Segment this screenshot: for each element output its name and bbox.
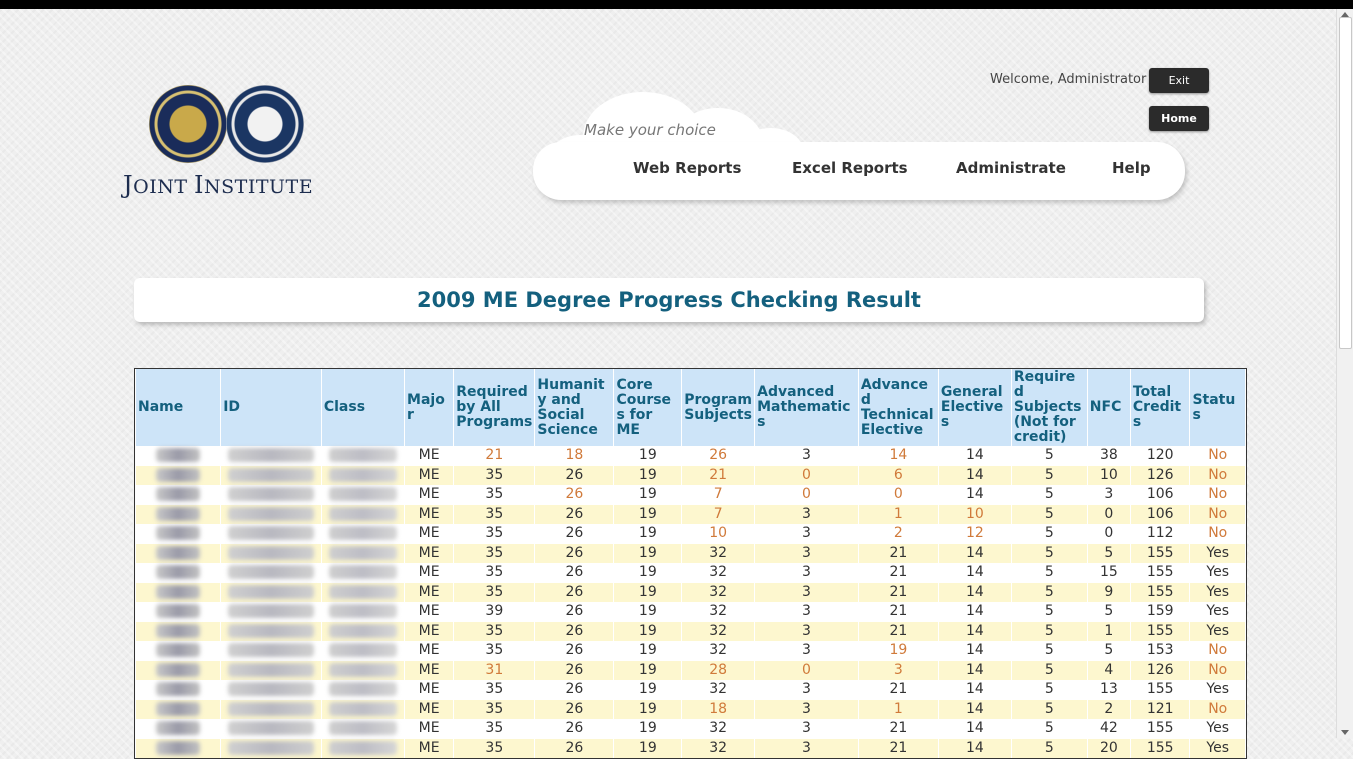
cell-total: 155 bbox=[1131, 739, 1190, 759]
cell-req: 35 bbox=[454, 583, 534, 603]
cell-major: ME bbox=[405, 466, 453, 486]
cell-name-redacted bbox=[136, 602, 220, 622]
cell-major: ME bbox=[405, 622, 453, 642]
cell-tech: 14 bbox=[859, 446, 938, 466]
cell-major: ME bbox=[405, 583, 453, 603]
table-row bbox=[136, 622, 1245, 642]
joint-institute-logo[interactable] bbox=[120, 85, 340, 205]
cell-req: 21 bbox=[454, 446, 534, 466]
cell-total: 155 bbox=[1131, 719, 1190, 739]
cell-core: 19 bbox=[614, 485, 681, 505]
cell-status: No bbox=[1190, 505, 1245, 525]
cell-prog: 32 bbox=[682, 583, 754, 603]
progress-table bbox=[134, 368, 1247, 759]
cell-reqnc: 5 bbox=[1012, 641, 1087, 661]
cell-id-redacted bbox=[221, 485, 321, 505]
cell-prog: 21 bbox=[682, 466, 754, 486]
cell-status: Yes bbox=[1190, 563, 1245, 583]
cell-total: 112 bbox=[1131, 524, 1190, 544]
cell-reqnc: 5 bbox=[1012, 505, 1087, 525]
cell-core: 19 bbox=[614, 524, 681, 544]
cell-status: Yes bbox=[1190, 583, 1245, 603]
cell-status: No bbox=[1190, 524, 1245, 544]
cell-gen: 10 bbox=[939, 505, 1011, 525]
cell-nfc: 5 bbox=[1088, 641, 1130, 661]
table-row bbox=[136, 641, 1245, 661]
cell-name-redacted bbox=[136, 739, 220, 759]
cell-nfc: 3 bbox=[1088, 485, 1130, 505]
welcome-text: Welcome, Administrator bbox=[990, 72, 1147, 87]
cell-class-redacted bbox=[322, 739, 404, 759]
cell-id-redacted bbox=[221, 602, 321, 622]
cell-name-redacted bbox=[136, 641, 220, 661]
cell-id-redacted bbox=[221, 505, 321, 525]
cell-tech: 21 bbox=[859, 544, 938, 564]
cell-req: 39 bbox=[454, 602, 534, 622]
cell-hum: 26 bbox=[535, 700, 613, 720]
university-of-michigan-seal bbox=[149, 85, 227, 163]
cell-reqnc: 5 bbox=[1012, 680, 1087, 700]
cell-hum: 26 bbox=[535, 505, 613, 525]
table-row bbox=[136, 602, 1245, 622]
cell-status: Yes bbox=[1190, 739, 1245, 759]
cell-name-redacted bbox=[136, 661, 220, 681]
cell-core: 19 bbox=[614, 680, 681, 700]
nav-excel-reports[interactable]: Excel Reports bbox=[792, 159, 908, 177]
table-row bbox=[136, 485, 1245, 505]
cell-class-redacted bbox=[322, 583, 404, 603]
cell-reqnc: 5 bbox=[1012, 700, 1087, 720]
cell-req: 35 bbox=[454, 505, 534, 525]
cell-status: No bbox=[1190, 466, 1245, 486]
table-row bbox=[136, 505, 1245, 525]
cell-math: 3 bbox=[755, 583, 858, 603]
cell-nfc: 38 bbox=[1088, 446, 1130, 466]
cell-nfc: 5 bbox=[1088, 544, 1130, 564]
cell-core: 19 bbox=[614, 446, 681, 466]
cell-prog: 32 bbox=[682, 563, 754, 583]
cell-math: 3 bbox=[755, 700, 858, 720]
cell-status: Yes bbox=[1190, 544, 1245, 564]
cell-class-redacted bbox=[322, 563, 404, 583]
cell-hum: 26 bbox=[535, 485, 613, 505]
cell-math: 3 bbox=[755, 524, 858, 544]
cell-major: ME bbox=[405, 544, 453, 564]
cell-status: No bbox=[1190, 485, 1245, 505]
cell-status: No bbox=[1190, 661, 1245, 681]
cell-id-redacted bbox=[221, 661, 321, 681]
cell-tech: 21 bbox=[859, 622, 938, 642]
col-header-id[interactable]: ID bbox=[221, 369, 321, 446]
cell-core: 19 bbox=[614, 739, 681, 759]
cell-hum: 26 bbox=[535, 563, 613, 583]
cell-hum: 26 bbox=[535, 641, 613, 661]
cell-id-redacted bbox=[221, 680, 321, 700]
col-header-status[interactable]: Status bbox=[1190, 369, 1245, 446]
col-header-major[interactable]: Major bbox=[405, 369, 453, 446]
cell-nfc: 20 bbox=[1088, 739, 1130, 759]
cell-math: 3 bbox=[755, 446, 858, 466]
cell-req: 35 bbox=[454, 641, 534, 661]
cell-gen: 14 bbox=[939, 602, 1011, 622]
table-row bbox=[136, 544, 1245, 564]
cell-status: No bbox=[1190, 446, 1245, 466]
cell-total: 126 bbox=[1131, 466, 1190, 486]
cell-core: 19 bbox=[614, 641, 681, 661]
cell-hum: 26 bbox=[535, 583, 613, 603]
scroll-down-icon[interactable] bbox=[1341, 730, 1349, 735]
cell-major: ME bbox=[405, 563, 453, 583]
table-row bbox=[136, 700, 1245, 720]
cell-reqnc: 5 bbox=[1012, 622, 1087, 642]
table-row bbox=[136, 583, 1245, 603]
cell-gen: 12 bbox=[939, 524, 1011, 544]
cell-prog: 32 bbox=[682, 641, 754, 661]
cell-hum: 26 bbox=[535, 661, 613, 681]
cell-tech: 21 bbox=[859, 602, 938, 622]
cell-total: 155 bbox=[1131, 680, 1190, 700]
col-header-humanity[interactable]: Humanity and Social Science bbox=[535, 369, 613, 446]
cell-major: ME bbox=[405, 485, 453, 505]
cell-math: 0 bbox=[755, 466, 858, 486]
cell-gen: 14 bbox=[939, 661, 1011, 681]
cell-gen: 14 bbox=[939, 466, 1011, 486]
cell-nfc: 1 bbox=[1088, 622, 1130, 642]
col-header-class[interactable]: Class bbox=[322, 369, 404, 446]
cell-gen: 14 bbox=[939, 719, 1011, 739]
nav-web-reports[interactable]: Web Reports bbox=[633, 159, 742, 177]
cell-nfc: 4 bbox=[1088, 661, 1130, 681]
cell-req: 35 bbox=[454, 700, 534, 720]
cell-id-redacted bbox=[221, 641, 321, 661]
cell-prog: 32 bbox=[682, 719, 754, 739]
cell-reqnc: 5 bbox=[1012, 583, 1087, 603]
col-header-tech-elective[interactable]: Advanced Technical Elective bbox=[859, 369, 938, 446]
cell-class-redacted bbox=[322, 641, 404, 661]
cell-nfc: 10 bbox=[1088, 466, 1130, 486]
col-header-core[interactable]: Core Courses for ME bbox=[614, 369, 681, 446]
cell-gen: 14 bbox=[939, 641, 1011, 661]
cell-nfc: 0 bbox=[1088, 505, 1130, 525]
cell-total: 155 bbox=[1131, 544, 1190, 564]
cell-total: 153 bbox=[1131, 641, 1190, 661]
cell-hum: 26 bbox=[535, 622, 613, 642]
cell-major: ME bbox=[405, 505, 453, 525]
cell-name-redacted bbox=[136, 583, 220, 603]
cell-major: ME bbox=[405, 680, 453, 700]
cell-prog: 10 bbox=[682, 524, 754, 544]
cell-id-redacted bbox=[221, 544, 321, 564]
vertical-scrollbar[interactable] bbox=[1336, 9, 1353, 738]
cell-tech: 21 bbox=[859, 739, 938, 759]
cell-reqnc: 5 bbox=[1012, 466, 1087, 486]
cell-id-redacted bbox=[221, 739, 321, 759]
cell-reqnc: 5 bbox=[1012, 485, 1087, 505]
cell-major: ME bbox=[405, 661, 453, 681]
cell-req: 35 bbox=[454, 680, 534, 700]
cell-reqnc: 5 bbox=[1012, 602, 1087, 622]
cell-status: Yes bbox=[1190, 719, 1245, 739]
cell-id-redacted bbox=[221, 719, 321, 739]
cell-tech: 6 bbox=[859, 466, 938, 486]
cell-prog: 26 bbox=[682, 446, 754, 466]
col-header-required-all[interactable]: Required by All Programs bbox=[454, 369, 534, 446]
cell-tech: 3 bbox=[859, 661, 938, 681]
cell-name-redacted bbox=[136, 700, 220, 720]
cell-nfc: 2 bbox=[1088, 700, 1130, 720]
table-header-row bbox=[136, 369, 1245, 446]
col-header-program[interactable]: Program Subjects bbox=[682, 369, 754, 446]
cell-nfc: 13 bbox=[1088, 680, 1130, 700]
cell-req: 35 bbox=[454, 524, 534, 544]
shanghai-jiao-tong-seal bbox=[226, 85, 304, 163]
cell-math: 3 bbox=[755, 602, 858, 622]
tagline: Make your choice bbox=[584, 121, 716, 139]
scroll-thumb[interactable] bbox=[1339, 17, 1352, 349]
cell-gen: 14 bbox=[939, 700, 1011, 720]
cell-major: ME bbox=[405, 641, 453, 661]
cell-core: 19 bbox=[614, 700, 681, 720]
cell-reqnc: 5 bbox=[1012, 524, 1087, 544]
cell-major: ME bbox=[405, 739, 453, 759]
col-header-math[interactable]: Advanced Mathematics bbox=[755, 369, 858, 446]
cell-core: 19 bbox=[614, 583, 681, 603]
cell-class-redacted bbox=[322, 446, 404, 466]
cell-reqnc: 5 bbox=[1012, 563, 1087, 583]
cell-reqnc: 5 bbox=[1012, 544, 1087, 564]
nav-administrate[interactable]: Administrate bbox=[956, 159, 1066, 177]
cell-total: 106 bbox=[1131, 485, 1190, 505]
cell-name-redacted bbox=[136, 524, 220, 544]
cell-prog: 18 bbox=[682, 700, 754, 720]
cell-tech: 21 bbox=[859, 680, 938, 700]
cell-name-redacted bbox=[136, 446, 220, 466]
cell-hum: 26 bbox=[535, 544, 613, 564]
col-header-name[interactable]: Name bbox=[136, 369, 220, 446]
cell-hum: 26 bbox=[535, 719, 613, 739]
cell-core: 19 bbox=[614, 661, 681, 681]
cell-major: ME bbox=[405, 524, 453, 544]
col-header-total[interactable]: Total Credits bbox=[1131, 369, 1190, 446]
nav-help[interactable]: Help bbox=[1112, 159, 1151, 177]
cell-prog: 32 bbox=[682, 602, 754, 622]
cell-status: Yes bbox=[1190, 622, 1245, 642]
page-title-box bbox=[134, 278, 1204, 322]
cell-name-redacted bbox=[136, 680, 220, 700]
table-row bbox=[136, 524, 1245, 544]
cell-core: 19 bbox=[614, 466, 681, 486]
browser-top-bar bbox=[0, 0, 1353, 9]
cell-status: Yes bbox=[1190, 680, 1245, 700]
cell-core: 19 bbox=[614, 719, 681, 739]
cell-gen: 14 bbox=[939, 739, 1011, 759]
cell-gen: 14 bbox=[939, 583, 1011, 603]
cell-nfc: 9 bbox=[1088, 583, 1130, 603]
cell-req: 35 bbox=[454, 466, 534, 486]
cell-class-redacted bbox=[322, 524, 404, 544]
cell-req: 35 bbox=[454, 719, 534, 739]
cell-tech: 19 bbox=[859, 641, 938, 661]
table-row bbox=[136, 446, 1245, 466]
cell-class-redacted bbox=[322, 622, 404, 642]
cell-major: ME bbox=[405, 719, 453, 739]
cell-gen: 14 bbox=[939, 622, 1011, 642]
cell-math: 3 bbox=[755, 544, 858, 564]
cell-gen: 14 bbox=[939, 680, 1011, 700]
page-title: 2009 ME Degree Progress Checking Result bbox=[417, 288, 921, 312]
cell-reqnc: 5 bbox=[1012, 739, 1087, 759]
cell-name-redacted bbox=[136, 505, 220, 525]
table-row bbox=[136, 680, 1245, 700]
cell-math: 3 bbox=[755, 563, 858, 583]
cell-req: 35 bbox=[454, 485, 534, 505]
cell-id-redacted bbox=[221, 524, 321, 544]
cell-major: ME bbox=[405, 602, 453, 622]
table-row bbox=[136, 466, 1245, 486]
cell-math: 3 bbox=[755, 680, 858, 700]
cell-tech: 1 bbox=[859, 505, 938, 525]
cell-tech: 1 bbox=[859, 700, 938, 720]
cell-core: 19 bbox=[614, 622, 681, 642]
cell-id-redacted bbox=[221, 446, 321, 466]
cell-id-redacted bbox=[221, 700, 321, 720]
cell-math: 3 bbox=[755, 719, 858, 739]
cell-name-redacted bbox=[136, 485, 220, 505]
cell-core: 19 bbox=[614, 505, 681, 525]
cell-reqnc: 5 bbox=[1012, 719, 1087, 739]
cell-math: 3 bbox=[755, 739, 858, 759]
cell-hum: 26 bbox=[535, 602, 613, 622]
cell-math: 0 bbox=[755, 485, 858, 505]
cell-name-redacted bbox=[136, 622, 220, 642]
col-header-general[interactable]: General Electives bbox=[939, 369, 1011, 446]
cell-class-redacted bbox=[322, 680, 404, 700]
cell-status: No bbox=[1190, 700, 1245, 720]
cell-nfc: 5 bbox=[1088, 602, 1130, 622]
cell-req: 31 bbox=[454, 661, 534, 681]
table-row bbox=[136, 719, 1245, 739]
cell-prog: 28 bbox=[682, 661, 754, 681]
cell-class-redacted bbox=[322, 719, 404, 739]
cell-prog: 32 bbox=[682, 680, 754, 700]
cell-tech: 0 bbox=[859, 485, 938, 505]
home-button[interactable]: Home bbox=[1149, 106, 1209, 131]
cell-class-redacted bbox=[322, 505, 404, 525]
cell-gen: 14 bbox=[939, 544, 1011, 564]
cell-prog: 32 bbox=[682, 739, 754, 759]
cell-name-redacted bbox=[136, 563, 220, 583]
cell-total: 106 bbox=[1131, 505, 1190, 525]
cell-tech: 21 bbox=[859, 719, 938, 739]
cell-hum: 26 bbox=[535, 524, 613, 544]
cell-prog: 32 bbox=[682, 544, 754, 564]
cell-nfc: 15 bbox=[1088, 563, 1130, 583]
cell-class-redacted bbox=[322, 700, 404, 720]
cell-reqnc: 5 bbox=[1012, 446, 1087, 466]
cell-name-redacted bbox=[136, 719, 220, 739]
cell-total: 121 bbox=[1131, 700, 1190, 720]
cell-id-redacted bbox=[221, 466, 321, 486]
cell-req: 35 bbox=[454, 622, 534, 642]
col-header-required-nc[interactable]: Required Subjects (Not for credit) bbox=[1012, 369, 1087, 446]
cell-prog: 7 bbox=[682, 485, 754, 505]
cell-id-redacted bbox=[221, 563, 321, 583]
cell-class-redacted bbox=[322, 661, 404, 681]
cell-id-redacted bbox=[221, 622, 321, 642]
cell-tech: 21 bbox=[859, 563, 938, 583]
cell-total: 155 bbox=[1131, 622, 1190, 642]
cell-major: ME bbox=[405, 446, 453, 466]
cell-total: 155 bbox=[1131, 563, 1190, 583]
cell-gen: 14 bbox=[939, 446, 1011, 466]
cell-prog: 32 bbox=[682, 622, 754, 642]
exit-button[interactable]: Exit bbox=[1149, 68, 1209, 93]
cell-core: 19 bbox=[614, 602, 681, 622]
cell-req: 35 bbox=[454, 563, 534, 583]
cell-class-redacted bbox=[322, 602, 404, 622]
cell-reqnc: 5 bbox=[1012, 661, 1087, 681]
cell-math: 3 bbox=[755, 622, 858, 642]
cell-nfc: 42 bbox=[1088, 719, 1130, 739]
cell-name-redacted bbox=[136, 466, 220, 486]
cell-math: 3 bbox=[755, 505, 858, 525]
cell-tech: 2 bbox=[859, 524, 938, 544]
table-row bbox=[136, 661, 1245, 681]
table-row bbox=[136, 739, 1245, 759]
logo-wordmark: JOINT INSTITUTE bbox=[123, 171, 314, 199]
cell-status: Yes bbox=[1190, 602, 1245, 622]
cell-hum: 26 bbox=[535, 739, 613, 759]
cell-total: 120 bbox=[1131, 446, 1190, 466]
cell-math: 0 bbox=[755, 661, 858, 681]
cell-total: 155 bbox=[1131, 583, 1190, 603]
cell-gen: 14 bbox=[939, 563, 1011, 583]
cell-core: 19 bbox=[614, 544, 681, 564]
cell-class-redacted bbox=[322, 485, 404, 505]
cell-req: 35 bbox=[454, 544, 534, 564]
col-header-nfc[interactable]: NFC bbox=[1088, 369, 1130, 446]
cell-id-redacted bbox=[221, 583, 321, 603]
cell-tech: 21 bbox=[859, 583, 938, 603]
cell-hum: 26 bbox=[535, 680, 613, 700]
cell-total: 159 bbox=[1131, 602, 1190, 622]
cell-math: 3 bbox=[755, 641, 858, 661]
cell-class-redacted bbox=[322, 544, 404, 564]
cell-status: No bbox=[1190, 641, 1245, 661]
cell-name-redacted bbox=[136, 544, 220, 564]
cell-total: 126 bbox=[1131, 661, 1190, 681]
nav-cloud bbox=[533, 80, 1193, 205]
cell-hum: 26 bbox=[535, 466, 613, 486]
cell-prog: 7 bbox=[682, 505, 754, 525]
cell-hum: 18 bbox=[535, 446, 613, 466]
cell-class-redacted bbox=[322, 466, 404, 486]
cell-nfc: 0 bbox=[1088, 524, 1130, 544]
cell-gen: 14 bbox=[939, 485, 1011, 505]
cell-req: 35 bbox=[454, 739, 534, 759]
cell-major: ME bbox=[405, 700, 453, 720]
cell-core: 19 bbox=[614, 563, 681, 583]
table-row bbox=[136, 563, 1245, 583]
